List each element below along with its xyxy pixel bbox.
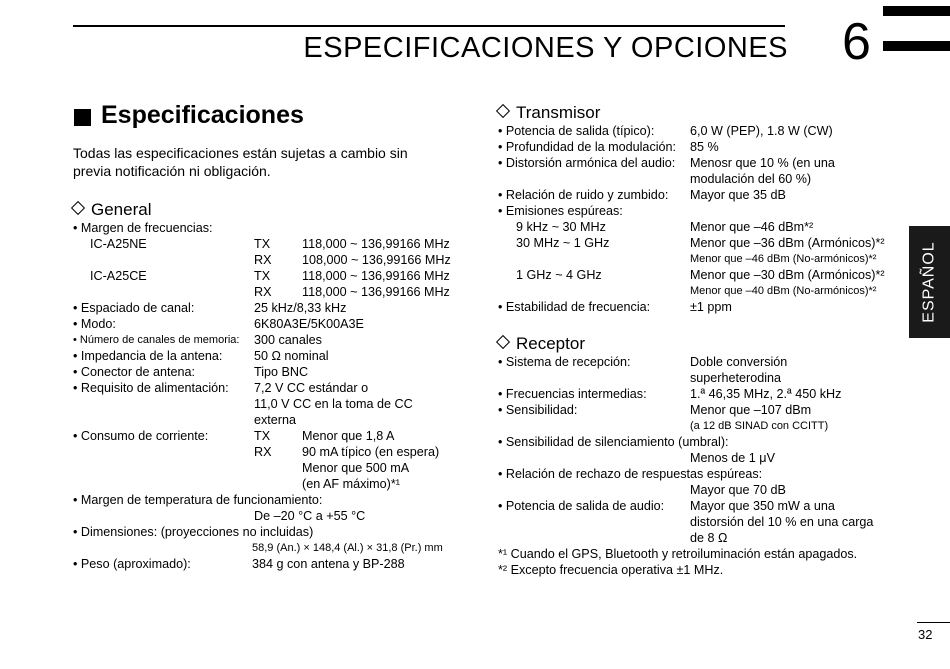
temperature-label: • Margen de temperatura de funcionamiento: <box>73 493 323 507</box>
audio-value-2: distorsión del 10 % en una carga <box>690 515 874 529</box>
impedance-value: 50 Ω nominal <box>254 349 329 363</box>
system-label: • Sistema de recepción: <box>498 355 631 369</box>
consumption-rx-value-2: Menor que 500 mA <box>302 461 410 475</box>
temperature-value: De –20 °C a +55 °C <box>254 509 366 523</box>
rejection-label: • Relación de rechazo de respuestas espúreas: <box>498 467 763 481</box>
distortion-value-1: Menosr que 10 % (en una <box>690 156 835 170</box>
hum-value: Mayor que 35 dB <box>690 188 786 202</box>
range-3-value-1: Menor que –30 dBm (Armónicos)*² <box>690 268 885 282</box>
spacing-value: 25 kHz/8,33 kHz <box>254 301 347 315</box>
tx-label: TX <box>254 237 271 251</box>
impedance-label: • Impedancia de la antena: <box>73 349 223 363</box>
weight-label: • Peso (aproximado): <box>73 557 191 571</box>
range-3-value-2: Menor que –40 dBm (No-armónicos)*² <box>690 285 877 297</box>
footnote-2: *² Excepto frecuencia operativa ±1 MHz. <box>498 563 724 577</box>
mode-value: 6K80A3E/5K00A3E <box>254 317 364 331</box>
footnote-1: *¹ Cuando el GPS, Bluetooth y retroiluminación están apagados. <box>498 547 858 561</box>
general-heading: General <box>73 200 151 220</box>
range-1-value: Menor que –46 dBm*² <box>690 220 814 234</box>
range-2: 30 MHz ~ 1 GHz <box>516 236 610 250</box>
memory-value: 300 canales <box>254 333 322 347</box>
modulation-label: • Profundidad de la modulación: <box>498 140 677 154</box>
consumption-tx-value: Menor que 1,8 A <box>302 429 395 443</box>
chapter-bar-top <box>883 6 950 16</box>
memory-label: • Número de canales de memoria: <box>73 334 240 346</box>
system-value-1: Doble conversión <box>690 355 788 369</box>
sensitivity-label: • Sensibilidad: <box>498 403 578 417</box>
tx-label: TX <box>254 429 271 443</box>
transmitter-heading: Transmisor <box>498 103 600 123</box>
if-label: • Frecuencias intermedias: <box>498 387 647 401</box>
language-tab <box>909 226 950 338</box>
diamond-icon <box>496 104 510 118</box>
weight-value: 384 g con antena y BP-288 <box>252 557 405 571</box>
stability-label: • Estabilidad de frecuencia: <box>498 300 651 314</box>
range-3: 1 GHz ~ 4 GHz <box>516 268 602 282</box>
connector-label: • Conector de antena: <box>73 365 196 379</box>
intro-line-2: previa notificación ni obligación. <box>73 163 271 179</box>
chapter-number: 6 <box>842 13 871 71</box>
rx-value-2: 118,000 ~ 136,99166 MHz <box>302 285 450 299</box>
consumption-rx-value-3: (en AF máximo)*¹ <box>302 477 400 491</box>
receiver-heading: Receptor <box>498 334 585 354</box>
if-value: 1.ª 46,35 MHz, 2.ª 450 kHz <box>690 387 842 401</box>
distortion-label: • Distorsión armónica del audio: <box>498 156 676 170</box>
section-square-icon <box>74 109 91 126</box>
diamond-icon <box>496 335 510 349</box>
dimensions-value: 58,9 (An.) × 148,4 (Al.) × 31,8 (Pr.) mm <box>252 542 443 554</box>
output-value: 6,0 W (PEP), 1.8 W (CW) <box>690 124 833 138</box>
modulation-value: 85 % <box>690 140 719 154</box>
stability-value: ±1 ppm <box>690 300 732 314</box>
intro-line-1: Todas las especificaciones están sujetas a cambio sin <box>73 145 408 161</box>
rx-label: RX <box>254 445 272 459</box>
rx-label: RX <box>254 253 272 267</box>
power-value-1: 7,2 V CC estándar o <box>254 381 369 395</box>
freq-label: • Margen de frecuencias: <box>73 221 213 235</box>
model-1: IC-A25NE <box>90 237 147 251</box>
distortion-value-2: modulación del 60 %) <box>690 172 812 186</box>
page-number: 32 <box>918 627 933 642</box>
output-label: • Potencia de salida (típico): <box>498 124 655 138</box>
section-title: Especificaciones <box>101 101 304 129</box>
diamond-icon <box>71 201 85 215</box>
range-2-value-1: Menor que –36 dBm (Armónicos)*² <box>690 236 885 250</box>
header-rule <box>73 25 785 27</box>
power-label: • Requisito de alimentación: <box>73 381 229 395</box>
squelch-label: • Sensibilidad de silenciamiento (umbral): <box>498 435 729 449</box>
squelch-value: Menos de 1 μV <box>690 451 775 465</box>
system-value-2: superheterodina <box>690 371 782 385</box>
hum-label: • Relación de ruido y zumbido: <box>498 188 669 202</box>
footer-rule <box>917 622 950 623</box>
spurious-label: • Emisiones espúreas: <box>498 204 623 218</box>
rejection-value: Mayor que 70 dB <box>690 483 786 497</box>
rx-label: RX <box>254 285 272 299</box>
model-2: IC-A25CE <box>90 269 147 283</box>
tx-value-2: 118,000 ~ 136,99166 MHz <box>302 269 450 283</box>
power-value-3: externa <box>254 413 297 427</box>
sensitivity-value-1: Menor que –107 dBm <box>690 403 812 417</box>
spacing-label: • Espaciado de canal: <box>73 301 195 315</box>
chapter-title: ESPECIFICACIONES Y OPCIONES <box>303 32 788 64</box>
consumption-rx-value-1: 90 mA típico (en espera) <box>302 445 440 459</box>
audio-value-1: Mayor que 350 mW a una <box>690 499 835 513</box>
sensitivity-value-2: (a 12 dB SINAD con CCITT) <box>690 420 829 432</box>
chapter-bar-bottom <box>883 41 950 51</box>
range-1: 9 kHz ~ 30 MHz <box>516 220 606 234</box>
audio-label: • Potencia de salida de audio: <box>498 499 665 513</box>
audio-value-3: de 8 Ω <box>690 531 728 545</box>
language-tab-label: ESPAÑOL <box>920 241 938 323</box>
range-2-value-2: Menor que –46 dBm (No-armónicos)*² <box>690 253 877 265</box>
connector-value: Tipo BNC <box>254 365 309 379</box>
dimensions-label: • Dimensiones: (proyecciones no incluidas) <box>73 525 314 539</box>
rx-value-1: 108,000 ~ 136,99166 MHz <box>302 253 451 267</box>
tx-label: TX <box>254 269 271 283</box>
tx-value-1: 118,000 ~ 136,99166 MHz <box>302 237 450 251</box>
power-value-2: 11,0 V CC en la toma de CC <box>254 397 413 411</box>
mode-label: • Modo: <box>73 317 116 331</box>
consumption-label: • Consumo de corriente: <box>73 429 209 443</box>
